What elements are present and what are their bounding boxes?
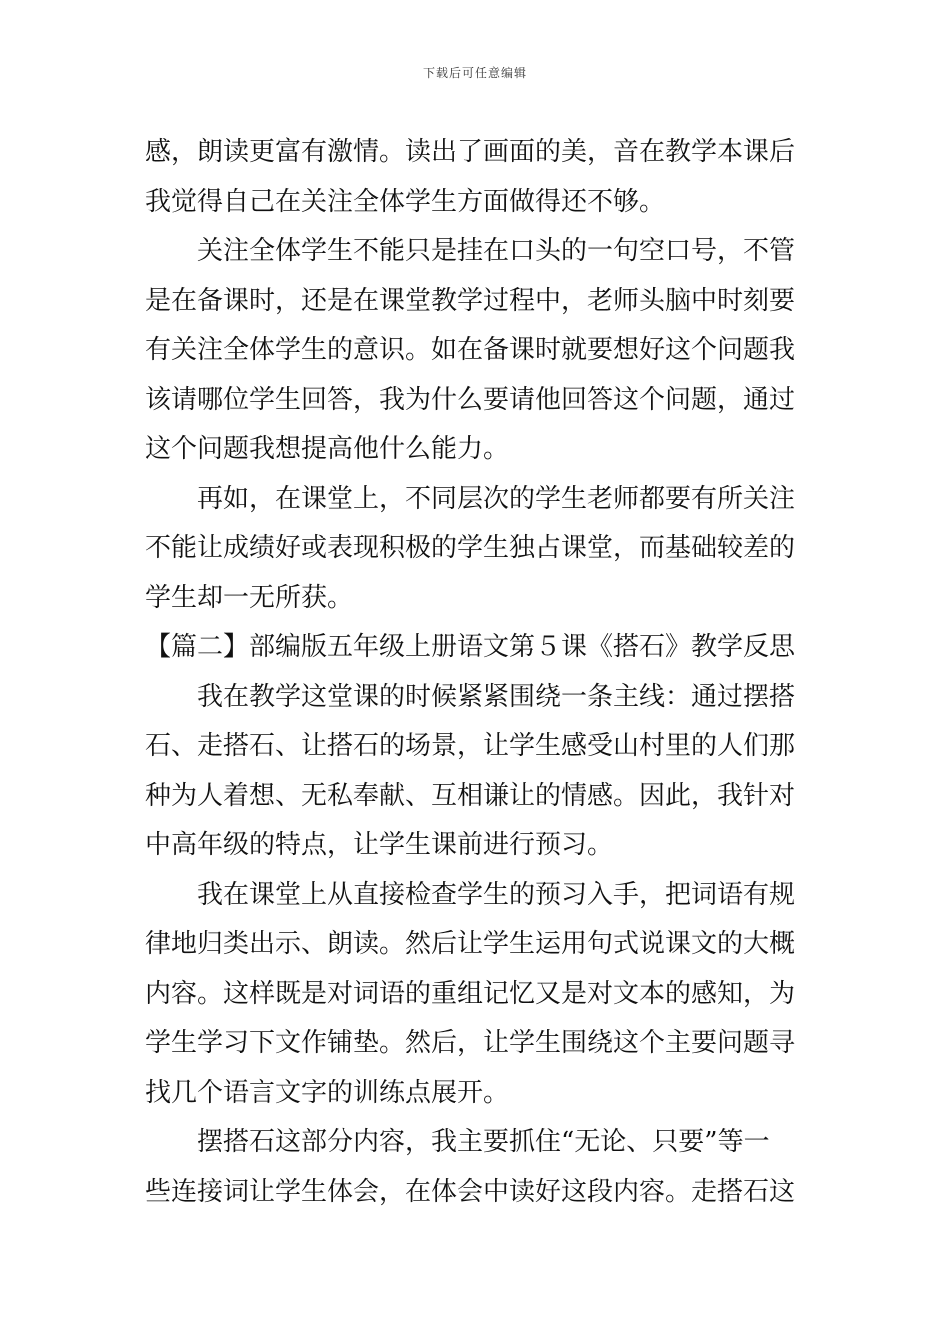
text-line: 找几个语言文字的训练点展开。 bbox=[145, 1077, 510, 1108]
text-line: 内容。这样既是对词语的重组记忆又是对文本的感知，为 bbox=[145, 978, 796, 1009]
text-line: 中高年级的特点，让学生课前进行预习。 bbox=[145, 830, 614, 860]
text-line: 是在备课时，还是在课堂教学过程中，老师头脑中时刻要 bbox=[145, 285, 796, 316]
text-line: 不能让成绩好或表现积极的学生独占课堂，而基础较差的 bbox=[145, 533, 796, 563]
text-line: 石、走搭石、让搭石的场景，让学生感受山村里的人们那 bbox=[145, 731, 796, 761]
text-line: 我觉得自己在关注全体学生方面做得还不够。 bbox=[145, 186, 666, 217]
text-line: 我在教学这堂课的时候紧紧围绕一条主线：通过摆搭 bbox=[197, 681, 796, 712]
document-body bbox=[145, 128, 807, 1217]
text-line: 学生却一无所获。 bbox=[145, 582, 354, 613]
text-line: 律地归类出示、朗读。然后让学生运用句式说课文的大概 bbox=[145, 929, 796, 959]
text-line: 我在课堂上从直接检查学生的预习入手，把词语有规 bbox=[197, 879, 796, 910]
text-line: 再如，在课堂上，不同层次的学生老师都要有所关注 bbox=[197, 483, 796, 514]
text-line: 该请哪位学生回答，我为什么要请他回答这个问题，通过 bbox=[145, 384, 796, 415]
text-line: 种为人着想、无私奉献、互相谦让的情感。因此，我针对 bbox=[145, 780, 796, 811]
text-line: 有关注全体学生的意识。如在备课时就要想好这个问题我 bbox=[145, 335, 796, 365]
text-line: 摆搭石这部分内容，我主要抓住“无论、只要”等一 bbox=[197, 1127, 770, 1157]
text-line: 这个问题我想提高他什么能力。 bbox=[145, 434, 510, 464]
text-line: 学生学习下文作铺垫。然后，让学生围绕这个主要问题寻 bbox=[145, 1028, 796, 1058]
page-header: 下载后可任意编辑 bbox=[422, 66, 527, 80]
text-line: 【篇二】部编版五年级上册语文第５课《搭石》教学反思 bbox=[145, 632, 796, 662]
text-line: 感，朗读更富有激情。读出了画面的美，音在教学本课后 bbox=[145, 137, 796, 167]
text-line: 关注全体学生不能只是挂在口头的一句空口号，不管 bbox=[197, 236, 796, 266]
text-line: 些连接词让学生体会，在体会中读好这段内容。走搭石这 bbox=[145, 1176, 796, 1207]
